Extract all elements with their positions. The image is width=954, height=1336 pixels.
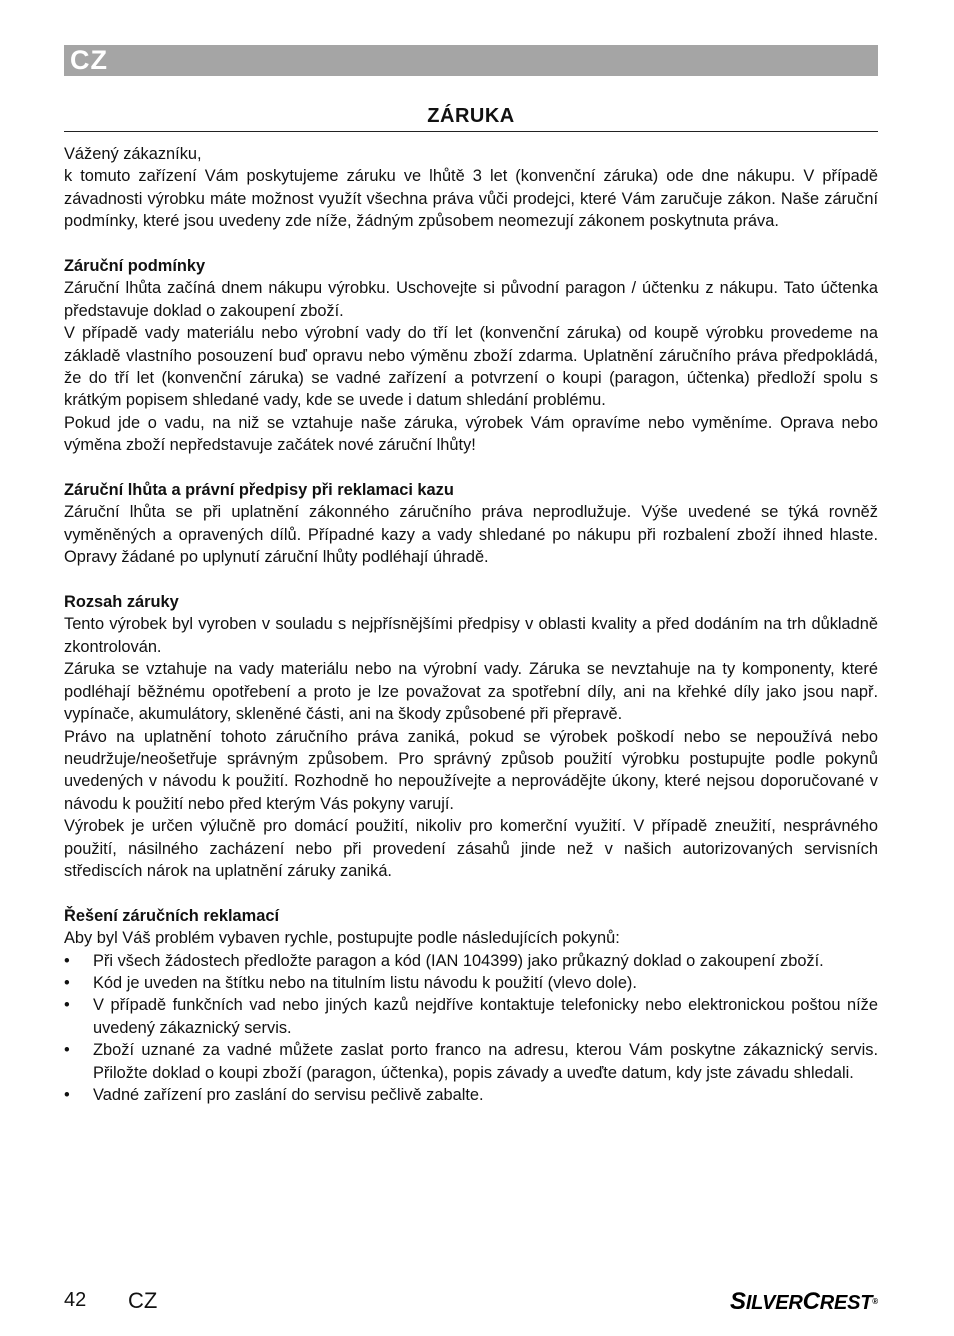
bullet-icon: • [64, 973, 70, 992]
paragraph: Výrobek je určen výlučně pro domácí použití, nikoliv pro komerční využití. V případě zneužití, nesprávného použití, násilného zacházení nebo při provedení zásahů jinde než v našich autorizovaných servisních střediscích nárok na uplatnění záruky zaniká. [64, 817, 878, 880]
bullet-icon: • [64, 1086, 70, 1104]
brand-logo: SILVERCREST® [730, 1288, 878, 1315]
list-item-text: Vadné zařízení pro zaslání do servisu pečlivě zabalte. [93, 1086, 484, 1104]
list-item-text: Zboží uznané za vadné můžete zaslat porto franco na adresu, kterou Vám poskytne zákaznický servis. Přiložte doklad o koupi zboží (paragon, účtenka), popis závady a uveďte datum, kdy jste závadu shledali. [93, 1041, 878, 1082]
list-item-text: V případě funkčních vad nebo jiných kazů nejdříve kontaktuje telefonicky nebo elektronickou poštou níže uvedený zákaznický servis. [93, 996, 878, 1037]
footer-language: CZ [128, 1288, 158, 1313]
section-heading: Záruční podmínky [64, 257, 206, 276]
section-heading: Řešení záručních reklamací [64, 906, 280, 925]
list-item [64, 950, 878, 972]
language-label: CZ [70, 45, 108, 75]
paragraph: Záruční lhůta se při uplatnění zákonného záručního práva neprodlužuje. Výše uvedené se týká rovněž vyměněných a opravených dílů. Případné kazy a vady shledané po nákupu při rozbalení zboží ihned hlaste. Opravy žádané po uplynutí záruční lhůty podléhají úhradě. [64, 503, 878, 567]
instruction-list [64, 950, 878, 1107]
list-item-text: Kód je uveden na štítku nebo na titulním listu návodu k použití (vlevo dole). [93, 973, 637, 992]
page-title: ZÁRUKA [427, 105, 515, 127]
list-item [64, 1039, 878, 1084]
list-item [64, 972, 878, 994]
bullet-icon: • [64, 996, 70, 1015]
paragraph: V případě vady materiálu nebo výrobní vady do tří let (konvenční záruka) od koupě výrobku provedeme na základě vlastního posouzení buď opravu nebo výměnu zboží zdarma. Uplatnění záručního práva předpokládá, že do tří let (konvenční záruka) se vadné zařízení a potvrzení o koupi (paragon, účtenka) předloží spolu s krátkým popisem shledané vady, kde se uvede i datum shledání problému. [64, 324, 878, 410]
greeting: Vážený zákazníku, [64, 145, 202, 163]
list-item [64, 994, 878, 1039]
page-number: 42 [64, 1289, 87, 1311]
bullet-icon: • [64, 951, 70, 970]
section-heading: Rozsah záruky [64, 593, 179, 612]
list-item [64, 1084, 878, 1106]
intro-paragraph: k tomuto zařízení Vám poskytujeme záruku ve lhůtě 3 let (konvenční záruka) ode dne nákupu. V případě závadnosti výrobku máte možnost využít všechna práva vůči prodejci, které Vám zaručuje zákon. Naše záruční podmínky, které jsou uvedeny zde níže, žádným způsobem neomezují zákonem poskytnuta práva. [64, 167, 878, 231]
bullet-icon: • [64, 1041, 70, 1060]
paragraph: Záruční lhůta začíná dnem nákupu výrobku. Uschovejte si původní paragon / účtenku z nákupu. Tato účtenka představuje doklad o zakoupení zboží. [64, 279, 878, 320]
paragraph: Právo na uplatnění tohoto záručního práva zaniká, pokud se výrobek poškodí nebo se nepoužívá nebo neudržuje/neošetřuje správným způsobem. Pro správný způsob použití výrobku postupujte podle pokynů uvedených v návodu k použití. Rozhodně ho nepoužívejte a neprovádějte úkony, které nejsou doporučované v návodu k použití nebo před kterým Vás pokyny varují. [64, 727, 878, 813]
paragraph: Záruka se vztahuje na vady materiálu nebo na výrobní vady. Záruka se nevztahuje na ty komponenty, které podléhají běžnému opotřebení a proto je lze považovat za spotřební díly, ani na křehké díly jako jsou např. vypínače, akumulátory, skleněné části, ani na škody způsobené při přepravě. [64, 660, 878, 724]
paragraph: Tento výrobek byl vyroben v souladu s nejpřísnějšími předpisy v oblasti kvality a před dodáním na trh důkladně zkontrolován. [64, 615, 878, 656]
paragraph: Pokud jde o vadu, na niž se vztahuje naše záruka, výrobek Vám opravíme nebo vyměníme. Oprava nebo výměna zboží nepředstavuje začátek nové záruční lhůty! [64, 413, 878, 455]
language-bar [64, 45, 878, 76]
paragraph: Aby byl Váš problém vybaven rychle, postupujte podle následujících pokynů: [64, 929, 620, 948]
warranty-content [64, 143, 878, 1106]
list-item-text: Při všech žádostech předložte paragon a kód (IAN 104399) jako průkazný doklad o zakoupení zboží. [93, 951, 824, 970]
section-heading: Záruční lhůta a právní předpisy při reklamaci kazu [64, 481, 454, 500]
title-divider [64, 131, 878, 132]
